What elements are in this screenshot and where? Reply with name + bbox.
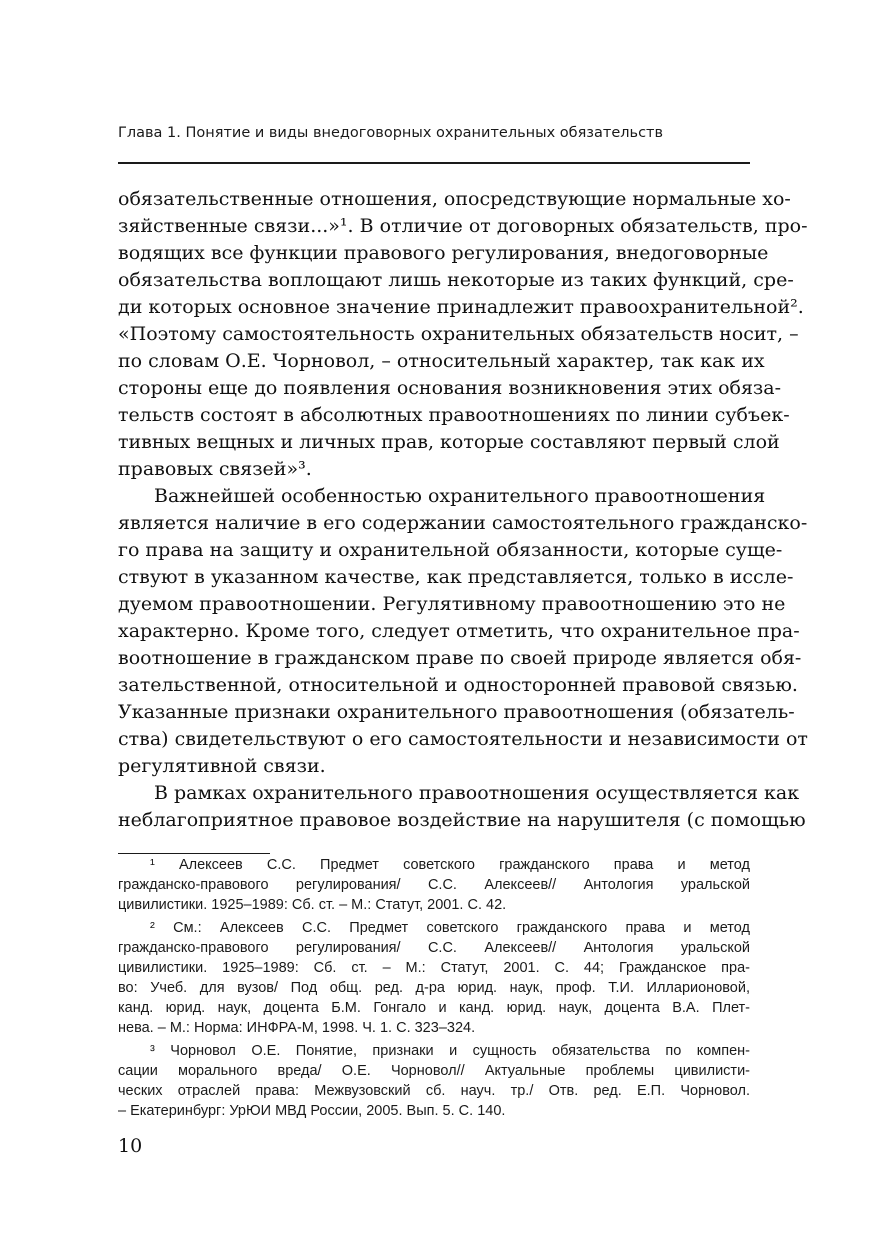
footnote-line: нева. – М.: Норма: ИНФРА-М, 1998. Ч. 1. С. 323–324. [118,1020,476,1036]
footnote-line: цивилистики. 1925–1989: Сб. ст. – М.: Статут, 2001. С. 42. [118,897,507,913]
footnote-line: во: Учеб. для вузов/ Под общ. ред. д-ра юрид. наук, проф. Т.И. Илларионовой, [118,980,750,996]
body-line: стороны еще до появления основания возникновения этих обяза- [118,377,782,399]
footnote-line: ¹ Алексеев С.С. Предмет советского гражданского права и метод [150,857,750,873]
body-line: ствуют в указанном качестве, как представляется, только в иссле- [118,566,794,588]
body-line: зательственной, относительной и односторонней правовой связью. [118,674,798,696]
footnote-line: гражданско-правового регулирования/ С.С. Алексеев// Антология уральской [118,877,750,893]
body-line: является наличие в его содержании самостоятельного гражданско- [118,512,808,534]
body-line: тивных вещных и личных прав, которые составляют первый слой [118,431,780,453]
body-line: тельств состоят в абсолютных правоотношениях по линии субъек- [118,404,790,426]
footnote-line: ² См.: Алексеев С.С. Предмет советского гражданского права и метод [150,920,750,936]
footnote-line: – Екатеринбург: УрЮИ МВД России, 2005. Вып. 5. С. 140. [118,1103,506,1119]
footnote-line: цивилистики. 1925–1989: Сб. ст. – М.: Статут, 2001. С. 44; Гражданское пра- [118,960,750,976]
body-line: правовых связей»³. [118,458,312,480]
body-line: характерно. Кроме того, следует отметить, что охранительное пра- [118,620,800,642]
footnote-rule [118,853,270,854]
footnote-line: ческих отраслей права: Межвузовский сб. науч. тр./ Отв. ред. Е.П. Чорновол. [118,1083,750,1099]
body-line: обязательства воплощают лишь некоторые из таких функций, сре- [118,269,794,291]
running-header: Глава 1. Понятие и виды внедоговорных охранительных обязательств [118,125,664,141]
body-line: ства) свидетельствуют о его самостоятельности и независимости от [118,728,808,750]
body-line: дуемом правоотношении. Регулятивному правоотношению это не [118,593,786,615]
footnote-line: сации морального вреда/ О.Е. Чорновол// Актуальные проблемы цивилисти- [118,1063,750,1079]
body-line: обязательственные отношения, опосредствующие нормальные хо- [118,188,791,210]
footnote-line: канд. юрид. наук, доцента Б.М. Гонгало и канд. юрид. наук, доцента В.А. Плет- [118,1000,750,1016]
page-number: 10 [118,1135,143,1157]
body-line: воотношение в гражданском праве по своей природе является обя- [118,647,802,669]
body-line: «Поэтому самостоятельность охранительных обязательств носит, – [118,323,799,345]
header-rule [118,162,750,164]
body-line: регулятивной связи. [118,755,326,777]
footnote-line: ³ Чорновол О.Е. Понятие, признаки и сущность обязательства по компен- [150,1043,750,1059]
body-line: неблагоприятное правовое воздействие на нарушителя (с помощью [118,809,806,831]
body-line: го права на защиту и охранительной обязанности, которые суще- [118,539,783,561]
footnote-line: гражданско-правового регулирования/ С.С. Алексеев// Антология уральской [118,940,750,956]
body-line: зяйственные связи...»¹. В отличие от договорных обязательств, про- [118,215,808,237]
body-line: В рамках охранительного правоотношения осуществляется как [154,782,800,804]
body-line: ди которых основное значение принадлежит правоохранительной². [118,296,804,318]
body-line: Важнейшей особенностью охранительного правоотношения [154,485,766,507]
body-line: Указанные признаки охранительного правоотношения (обязатель- [118,701,795,723]
body-line: по словам О.Е. Чорновол, – относительный характер, так как их [118,350,765,372]
body-line: водящих все функции правового регулирования, внедоговорные [118,242,769,264]
